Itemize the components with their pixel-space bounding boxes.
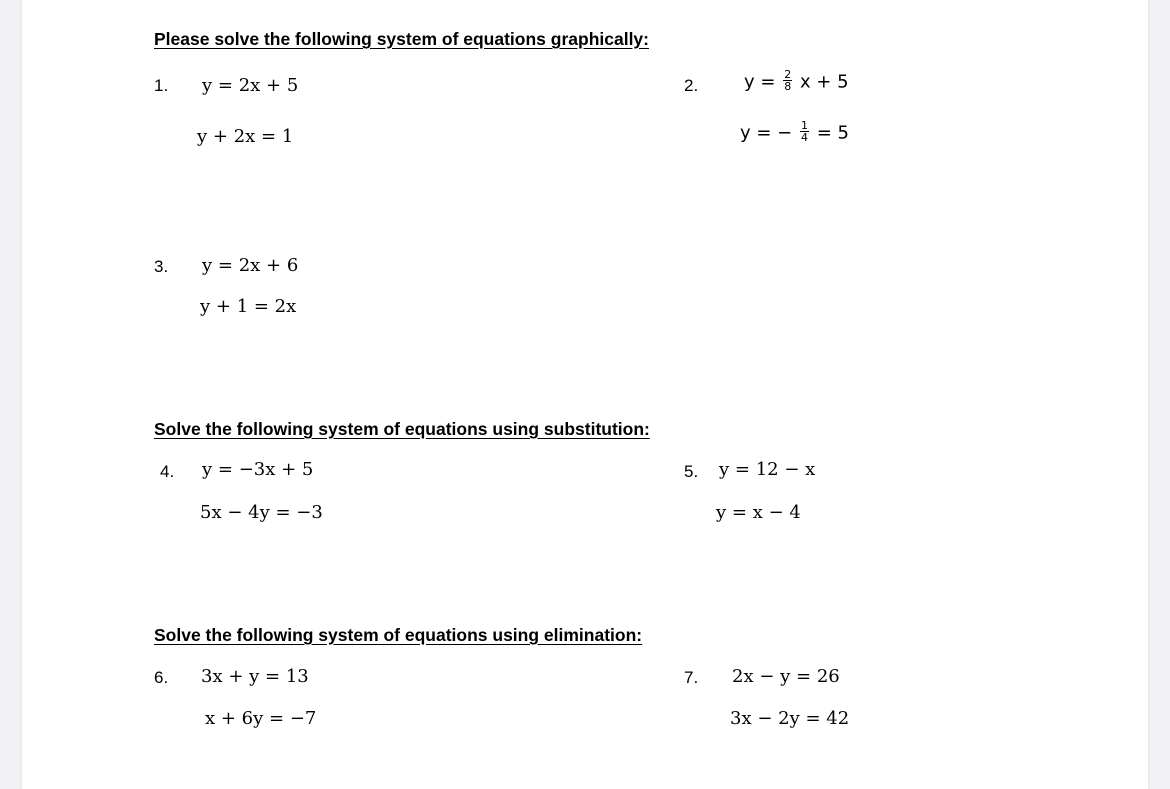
problem-2-eq1-numerator: 2 <box>784 68 792 81</box>
problem-2-equation-2 <box>740 119 849 145</box>
problem-4-number: 4. <box>160 462 175 481</box>
problem-6-equation-2: x + 6y = −7 <box>205 708 317 729</box>
problem-1-number: 1. <box>154 76 169 95</box>
problem-7-number: 7. <box>684 668 699 687</box>
problem-5-number: 5. <box>684 462 699 481</box>
problem-2-number: 2. <box>684 76 699 95</box>
problem-2-eq1-fraction <box>783 69 792 92</box>
elimination-heading: Solve the following system of equations using elimination: <box>154 625 643 645</box>
problem-1-equation-1: y = 2x + 5 <box>202 75 299 96</box>
problem-5-equation-1: y = 12 − x <box>719 459 816 480</box>
problem-3-equation-1: y = 2x + 6 <box>202 255 299 276</box>
problem-5-equation-2: y = x − 4 <box>716 502 801 523</box>
problem-7-equation-2: 3x − 2y = 42 <box>730 708 850 729</box>
problem-2-equation-1 <box>744 68 849 94</box>
problem-6-number: 6. <box>154 668 169 687</box>
problem-2-eq1-suffix: x + 5 <box>799 71 849 93</box>
problem-4-equation-2: 5x − 4y = −3 <box>200 502 323 523</box>
problem-2-eq2-suffix: = 5 <box>816 122 849 144</box>
problem-3-equation-2: y + 1 = 2x <box>200 296 297 317</box>
problem-2-eq2-fraction <box>800 120 809 143</box>
graphing-heading: Please solve the following system of equations graphically: <box>154 29 649 49</box>
problem-4-equation-1: y = −3x + 5 <box>202 459 314 480</box>
worksheet-page <box>22 0 1148 789</box>
problem-2-eq2-prefix: y = − <box>740 122 793 144</box>
problem-3-number: 3. <box>154 257 169 276</box>
problem-7-equation-1: 2x − y = 26 <box>732 666 840 687</box>
problem-2-eq1-denominator: 8 <box>784 80 792 93</box>
problem-2-eq2-denominator: 4 <box>801 131 808 144</box>
problem-2-eq1-prefix: y = <box>744 71 776 93</box>
substitution-heading: Solve the following system of equations using substitution: <box>154 419 650 439</box>
problem-1-equation-2: y + 2x = 1 <box>197 126 294 147</box>
problem-2-eq2-numerator: 1 <box>801 119 808 132</box>
problem-6-equation-1: 3x + y = 13 <box>201 666 309 687</box>
